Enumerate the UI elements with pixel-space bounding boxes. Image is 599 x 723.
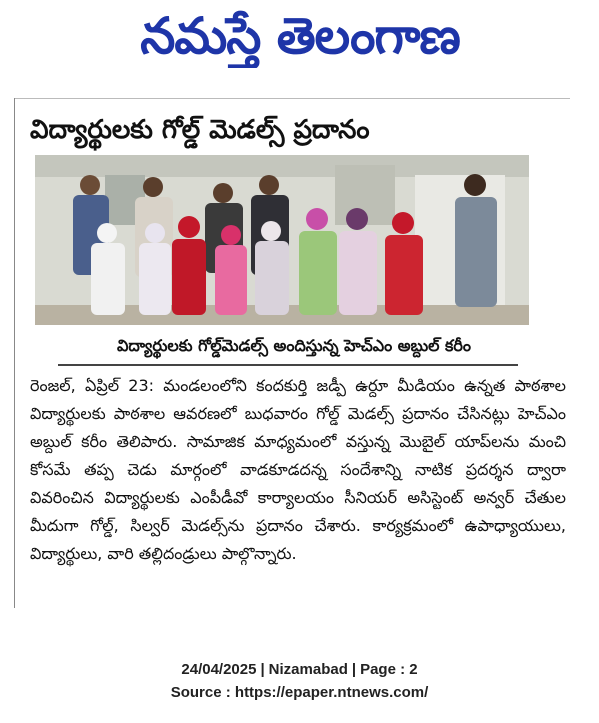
footer-date: 24/04/2025 (181, 661, 257, 678)
footer-source: Source : https://epaper.ntnews.com/ (170, 684, 429, 701)
footer-page: Page : 2 (360, 661, 418, 678)
photo-caption: విద్యార్థులకు గోల్డ్‌మెడల్స్ అందిస్తున్న హెచ్ఎం అబ్దుల్ కరీం (116, 336, 472, 355)
article-body: రెంజల్, ఏప్రిల్ 23: మండలంలోని కందకుర్తి జడ్పీ ఉర్దూ మీడియం ఉన్నత పాఠశాల విద్యార్థులకు పాఠశాల ఆవరణలో బుధవారం గోల్డ్ మెడల్స్ ప్రదానం చేసినట్లు హెచ్ఎం అబ్దుల్ కరీం తెలిపారు. సామాజిక మాధ్యమంలో వస్తున్న మొబైల్ యాప్‌లను మంచి కోసమే తప్ప చెడు మార్గంలో వాడకూడదన్న సందేశాన్ని నాటిక ప్రదర్శన ద్వారా వివరించిన విద్యార్థులకు ఎంపీడీవో కార్యాలయం సీనియర్ అసిస్టెంట్ అన్వర్ చేతుల మీదుగా గోల్డ్, సిల్వర్ మెడల్స్‌ను ప్రదానం చేశారు. కార్యక్రమంలో ఉపాధ్యాయులు, విద్యార్థులు, వారి తల్లిదండ్రులు పాల్గొన్నారు. (30, 376, 566, 563)
newspaper-masthead: నమస్తే తెలంగాణ (140, 7, 460, 65)
group-photo-illustration (35, 155, 529, 325)
footer-separator: | (260, 661, 265, 678)
footer-edition: Nizamabad (268, 661, 348, 678)
article-headline: విద్యార్థులకు గోల్డ్ మెడల్స్ ప్రదానం (30, 115, 370, 145)
caption-divider (58, 364, 518, 366)
clipping-border-left (14, 98, 15, 608)
footer-separator: | (351, 661, 357, 678)
footer-publication-info (0, 659, 599, 681)
article-photo (35, 155, 529, 325)
clipping-border-top (14, 98, 570, 99)
